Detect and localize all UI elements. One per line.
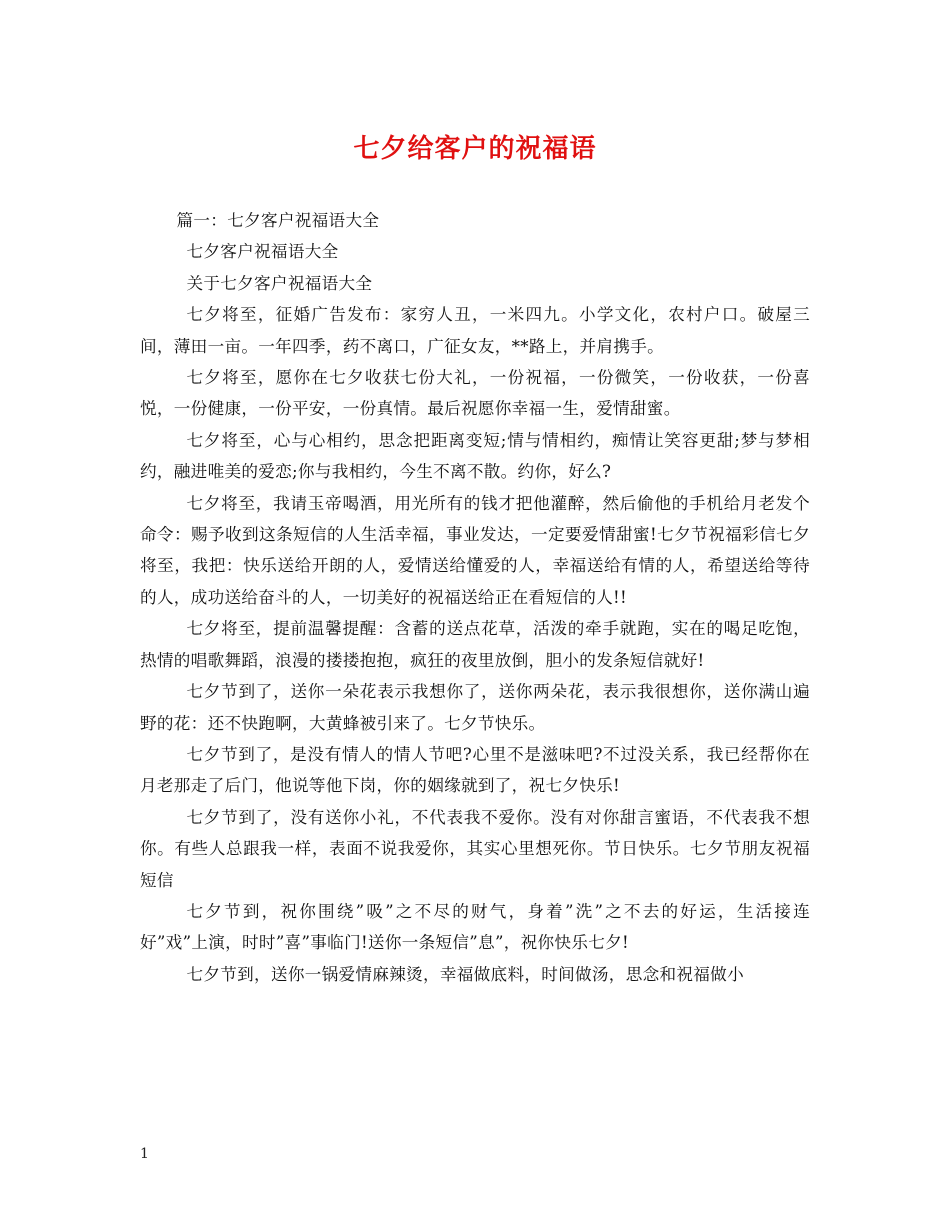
paragraph: 七夕将至，愿你在七夕收获七份大礼，一份祝福，一份微笑，一份收获，一份喜悦，一份健康，一份平安，一份真情。最后祝愿你幸福一生，爱情甜蜜。 (140, 368, 810, 419)
paragraph: 七夕节到，送你一锅爱情麻辣烫，幸福做底料，时间做汤，思念和祝福做小 (186, 964, 744, 984)
paragraph: 七夕将至，提前温馨提醒：含蓄的送点花草，活泼的牵手就跑，实在的喝足吃饱，热情的唱歌舞蹈，浪漫的搂搂抱抱，疯狂的夜里放倒，胆小的发条短信就好! (140, 619, 810, 670)
paragraph: 七夕节到了，送你一朵花表示我想你了，送你两朵花，表示我很想你，送你满山遍野的花：还不快跑啊，大黄蜂被引来了。七夕节快乐。 (140, 682, 810, 733)
subheading: 七夕客户祝福语大全 (186, 242, 339, 262)
paragraph: 七夕将至，征婚广告发布：家穷人丑，一米四九。小学文化，农村户口。破屋三间，薄田一亩。一年四季，药不离口，广征女友，**路上，并肩携手。 (140, 305, 810, 356)
page-number: 1 (140, 1146, 149, 1162)
paragraph: 七夕将至，心与心相约，思念把距离变短;情与情相约，痴情让笑容更甜;梦与梦相约，融进唯美的爱恋;你与我相约，今生不离不散。约你，好么? (140, 430, 810, 482)
paragraph: 七夕节到了，没有送你小礼，不代表我不爱你。没有对你甜言蜜语，不代表我不想你。有些人总跟我一样，表面不说我爱你，其实心里想死你。节日快乐。七夕节朋友祝福短信 (140, 807, 810, 890)
section-heading: 篇一：七夕客户祝福语大全 (176, 211, 380, 230)
document-body (140, 205, 810, 990)
paragraph: 七夕将至，我请玉帝喝酒，用光所有的钱才把他灌醉，然后偷他的手机给月老发个命令：赐予收到这条短信的人生活幸福，事业发达，一定要爱情甜蜜!七夕节祝福彩信七夕将至，我把：快乐送给开朗的人，爱情送给懂爱的人，幸福送给有情的人，希望送给等待的人，成功送给奋斗的人，一切美好的祝福送给正在看短信的人!! (140, 493, 810, 607)
paragraph: 七夕节到了，是没有情人的情人节吧?心里不是滋味吧?不过没关系，我已经帮你在月老那走了后门，他说等他下岗，你的姻缘就到了，祝七夕快乐! (140, 744, 810, 796)
document-title: 七夕给客户的祝福语 (353, 134, 597, 164)
subheading: 关于七夕客户祝福语大全 (186, 273, 373, 293)
paragraph: 七夕节到，祝你围绕”吸”之不尽的财气，身着”洗”之不去的好运，生活接连好”戏”上演，时时”喜”事临门!送你一条短信”息”，祝你快乐七夕! (140, 901, 810, 953)
